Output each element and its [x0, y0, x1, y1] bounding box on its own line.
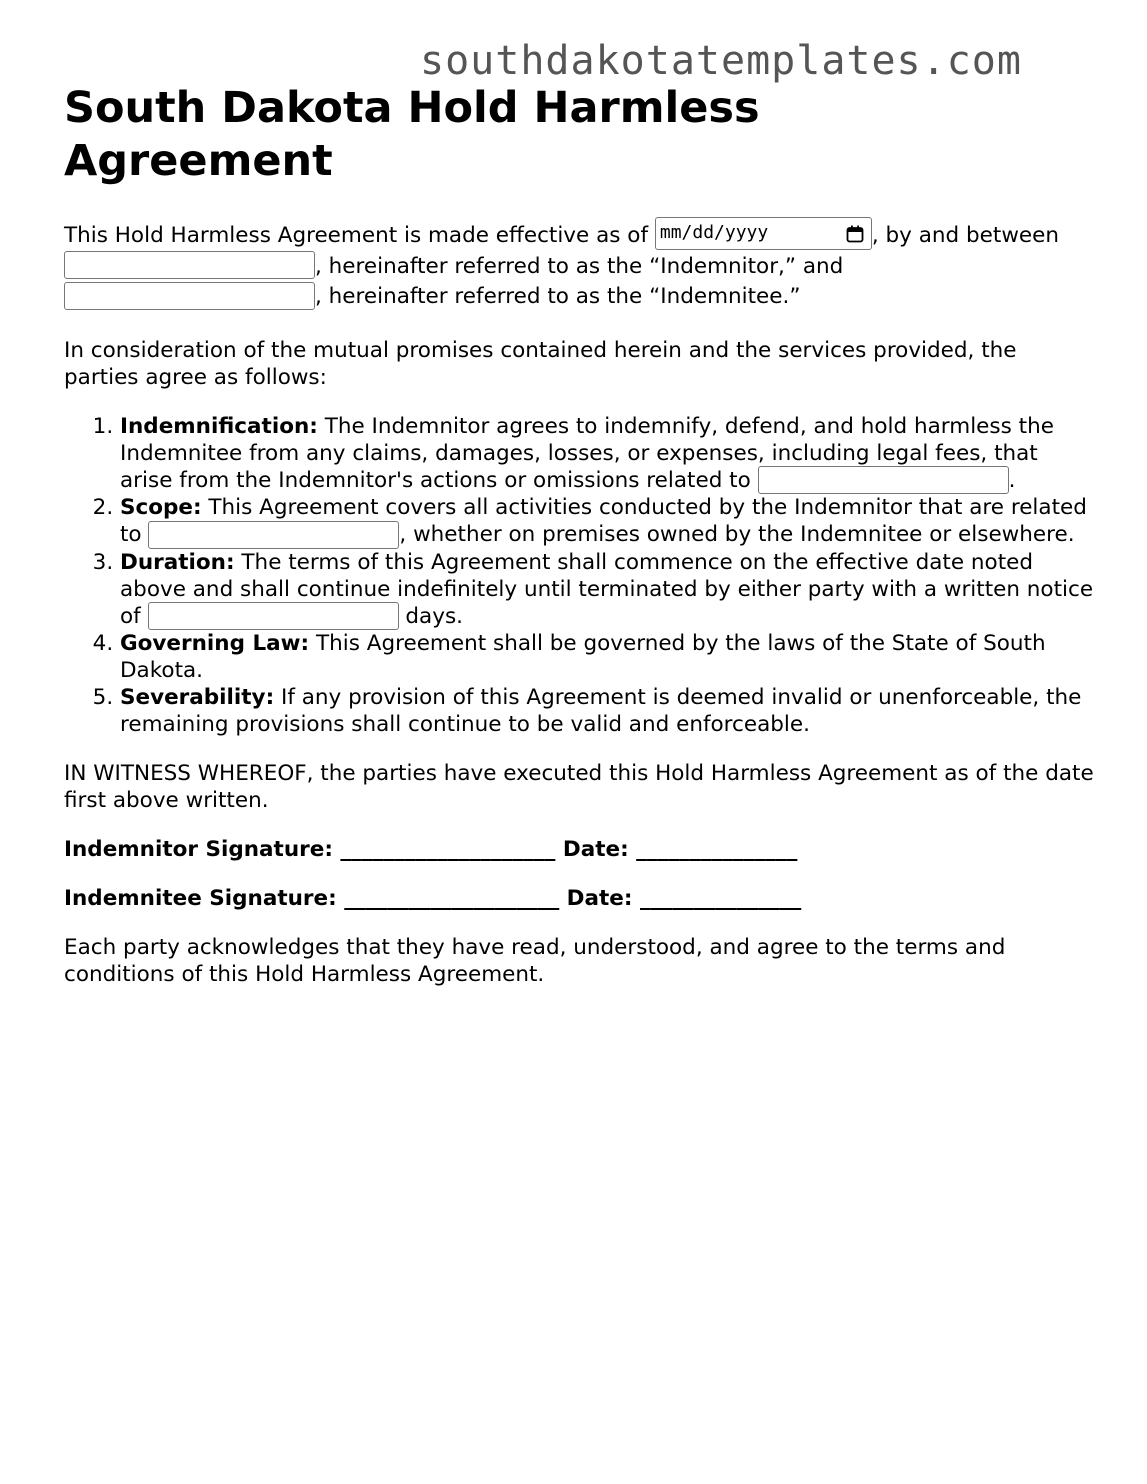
related-activity-input[interactable] [758, 466, 1009, 494]
intro-text-4: , hereinafter referred to as the “Indemnitee.” [315, 284, 801, 309]
intro-text-2: , by and between [871, 223, 1059, 248]
clause-text-after: days. [398, 603, 463, 629]
document-body [64, 82, 1094, 1010]
clause-heading: Duration: [120, 549, 235, 575]
clause-heading: Scope: [120, 495, 202, 520]
document-title: South Dakota Hold Harmless Agreement [64, 83, 760, 186]
clause-severability [120, 684, 1094, 738]
date-placeholder: mm/dd/yyyy [659, 222, 769, 244]
clause-indemnification [120, 413, 1094, 495]
clause-text: This Agreement covers all activities conducted by the Indemnitor that are related to [120, 495, 1087, 547]
scope-activity-input[interactable] [148, 521, 399, 549]
clause-governing-law [120, 630, 1094, 684]
indemnitor-signature-line: Indemnitor Signature: ____________________ Date: _______________ [64, 837, 798, 862]
clause-list [64, 413, 1094, 739]
clause-duration [120, 549, 1094, 631]
intro-text-3: , hereinafter referred to as the “Indemnitor,” and [315, 253, 844, 279]
clause-scope [120, 494, 1094, 549]
clause-text: The terms of this Agreement shall commence on the effective date noted above and shall continue indefinitely until terminated by either party with a written notice of [120, 549, 1094, 629]
clause-heading: Governing Law: [120, 631, 310, 656]
notice-days-input[interactable] [148, 602, 399, 630]
intro-text-1: This Hold Harmless Agreement is made effective as of [64, 223, 655, 248]
clause-heading: Severability: [120, 685, 275, 710]
witness-paragraph: IN WITNESS WHEREOF, the parties have executed this Hold Harmless Agreement as of the date first above written. [64, 761, 1094, 813]
indemnitee-name-input[interactable] [64, 282, 315, 310]
intro-paragraph [64, 221, 1094, 313]
clause-text-after: . [1008, 467, 1016, 493]
clause-text: The Indemnitor agrees to indemnify, defend, and hold harmless the Indemnitee from any claims, damages, losses, or expenses, including legal fees, that arise from the Indemnitor's actions or omissions related to [120, 413, 1054, 493]
clause-text: This Agreement shall be governed by the laws of the State of South Dakota. [120, 631, 1046, 683]
indemnitor-name-input[interactable] [64, 251, 315, 279]
effective-date-input[interactable] [655, 217, 872, 250]
calendar-icon[interactable] [845, 224, 865, 244]
consideration-paragraph: In consideration of the mutual promises contained herein and the services provided, the parties agree as follows: [64, 337, 1017, 390]
indemnitee-signature-line: Indemnitee Signature: ____________________ Date: _______________ [64, 886, 802, 911]
watermark: southdakotatemplates.com [420, 38, 1022, 84]
clause-heading: Indemnification: [120, 413, 318, 439]
acknowledgment-paragraph: Each party acknowledges that they have read, understood, and agree to the terms and conditions of this Hold Harmless Agreement. [64, 935, 1006, 987]
clause-text: If any provision of this Agreement is deemed invalid or unenforceable, the remaining provisions shall continue to be valid and enforceable. [120, 685, 1082, 737]
clause-text-after: , whether on premises owned by the Indemnitee or elsewhere. [399, 522, 1075, 547]
